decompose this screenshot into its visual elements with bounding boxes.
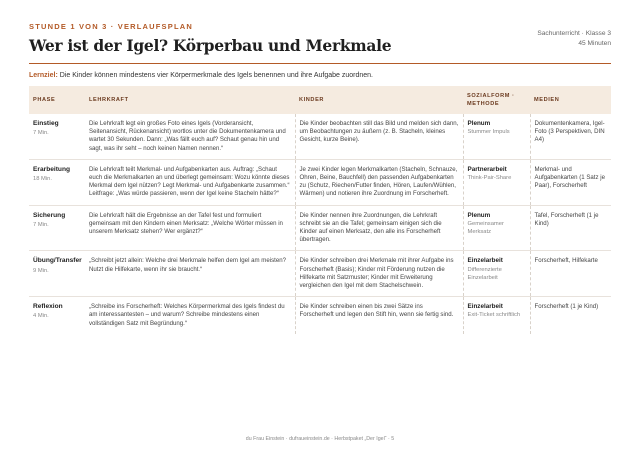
phase-minutes: 18 Min. — [33, 176, 53, 183]
phase-name: Einstieg — [33, 120, 59, 127]
method: Exit-Ticket schriftlich — [467, 312, 521, 319]
social-form: Plenum — [467, 211, 491, 219]
teacher-cell: Die Lehrkraft teilt Merkmal- und Aufgabenkarten aus. Auftrag: „Schaut euch die Merkmalkarten an und überlegt gemeinsam: Wozu könnte dieses Merkmal dem Igel nützen? Legt Merkmal- und Aufgabenkarte zusammen.“ Leitfrage: „Was würde passieren, wenn der Igel keine Stacheln hätte?“ — [85, 159, 295, 205]
column-header-phase: PHASE — [29, 86, 85, 114]
phase-minutes: 7 Min. — [33, 221, 49, 228]
table-row — [29, 114, 611, 159]
phase-name: Reflexion — [33, 303, 63, 311]
table-row — [29, 297, 611, 334]
teacher-cell: „Schreibe ins Forscherheft: Welches Körpermerkmal des Igels findest du am interessantesten – und warum? Schreibe mindestens einen vollständigen Satz mit Begründung.“ — [85, 297, 295, 334]
media-cell: Dokumentenkamera, Igel-Foto (3 Perspektiven, DIN A4) — [530, 114, 611, 159]
kids-cell: Die Kinder schreiben einen bis zwei Sätze ins Forscherheft und legen den Stift hin, wenn sie fertig sind. — [295, 297, 463, 334]
learning-goal-text: Die Kinder können mindestens vier Körpermerkmale des Igels benennen und ihre Aufgabe zuordnen. — [57, 72, 373, 79]
lesson-kicker: STUNDE 1 VON 3 · VERLAUFSPLAN — [29, 22, 193, 31]
method: Differenzierte Einzelarbeit — [467, 266, 502, 281]
table-row — [29, 251, 611, 297]
column-header-teacher: LEHRKRAFT — [85, 86, 295, 114]
teacher-cell: „Schreibt jetzt allein: Welche drei Merkmale helfen dem Igel am meisten? Nutzt die Hilfekarte, wenn ihr sie braucht.“ — [85, 251, 295, 297]
media-cell: Forscherheft (1 je Kind) — [530, 297, 611, 334]
media-cell: Merkmal- und Aufgabenkarten (1 Satz je Paar), Forscherheft — [530, 159, 611, 205]
kids-cell: Die Kinder schreiben drei Merkmale mit ihrer Aufgabe ins Forscherheft (Basis); Kinder mit Förderung nutzen die Hilfekarte mit Satzmuster; Kinder mit Erweiterung vergleichen den Igel mit dem Stachelschwein. — [295, 251, 463, 297]
teacher-cell: Die Lehrkraft hält die Ergebnisse an der Tafel fest und formuliert gemeinsam mit den Kindern einen Merksatz: „Welche Wörter müssen in unserem Merksatz stehen? Wer ergänzt?“ — [85, 205, 295, 251]
subject-grade: Sachunterricht · Klasse 3 — [537, 30, 611, 37]
table-row — [29, 159, 611, 205]
column-header-method: SOZIALFORM · METHODE — [463, 86, 530, 114]
teacher-cell: Die Lehrkraft legt ein großes Foto eines Igels (Vorderansicht, Seitenansicht, Rückenansicht) wortlos unter die Dokumentenkamera und wartet 30 Sekunden. Dann: „Was fällt euch auf? Schaut genau hin und sagt, was ihr seht – noch keinen Namen nennen.“ — [89, 120, 286, 152]
phase-name: Sicherung — [33, 211, 66, 219]
page-title: Wer ist der Igel? Körperbau und Merkmale — [29, 36, 392, 55]
method: Gemeinsamer Merksatz — [467, 220, 504, 236]
phase-minutes: 4 Min. — [33, 313, 49, 320]
lesson-duration: 45 Minuten — [578, 40, 611, 47]
page-footer: du Frau Einstein · dufraueinstein.de · Herbstpaket „Der Igel“ · 5 — [245, 436, 395, 442]
kids-cell: Die Kinder nennen ihre Zuordnungen, die Lehrkraft schreibt sie an die Tafel; gemeinsam einigen sich die Kinder auf einen Merksatz, den alle ins Forscherheft übertragen. — [295, 205, 463, 251]
social-form: Partnerarbeit — [467, 165, 507, 173]
social-form: Plenum — [467, 120, 491, 127]
header-divider — [29, 63, 611, 64]
learning-goal-label: Lernziel: — [29, 72, 58, 79]
table-header-row — [29, 86, 611, 114]
table-row — [29, 205, 611, 251]
column-header-kids: KINDER — [295, 86, 463, 114]
social-form: Einzelarbeit — [467, 257, 503, 265]
media-cell: Forscherheft, Hilfekarte — [530, 251, 611, 297]
learning-goal — [29, 72, 611, 79]
phase-minutes: 9 Min. — [33, 267, 49, 274]
kids-cell: Die Kinder beobachten still das Bild und melden sich dann, um Beobachtungen zu äußern (z. B. Stacheln, kleines Gesicht, kurze Beine). — [295, 114, 463, 159]
lesson-plan-table — [29, 86, 611, 334]
column-header-media: MEDIEN — [530, 86, 611, 114]
lesson-meta — [537, 29, 611, 49]
phase-name: Erarbeitung — [33, 165, 71, 173]
kids-cell: Je zwei Kinder legen Merkmalkarten (Stacheln, Schnauze, Ohren, Beine, Bauchfell) den passenden Aufgabenkarten zu (Schutz, Riechen/Futter finden, Hören, Laufen/Wühlen, Wärmen) und notieren ihre Zuordnung im Forscherheft. — [295, 159, 463, 205]
phase-name: Übung/Transfer — [33, 257, 82, 265]
media-cell: Tafel, Forscherheft (1 je Kind) — [530, 205, 611, 251]
method: Think-Pair-Share — [467, 175, 512, 182]
method: Stummer Impuls — [467, 129, 510, 136]
phase-minutes: 7 Min. — [33, 130, 49, 137]
social-form: Einzelarbeit — [467, 303, 503, 311]
